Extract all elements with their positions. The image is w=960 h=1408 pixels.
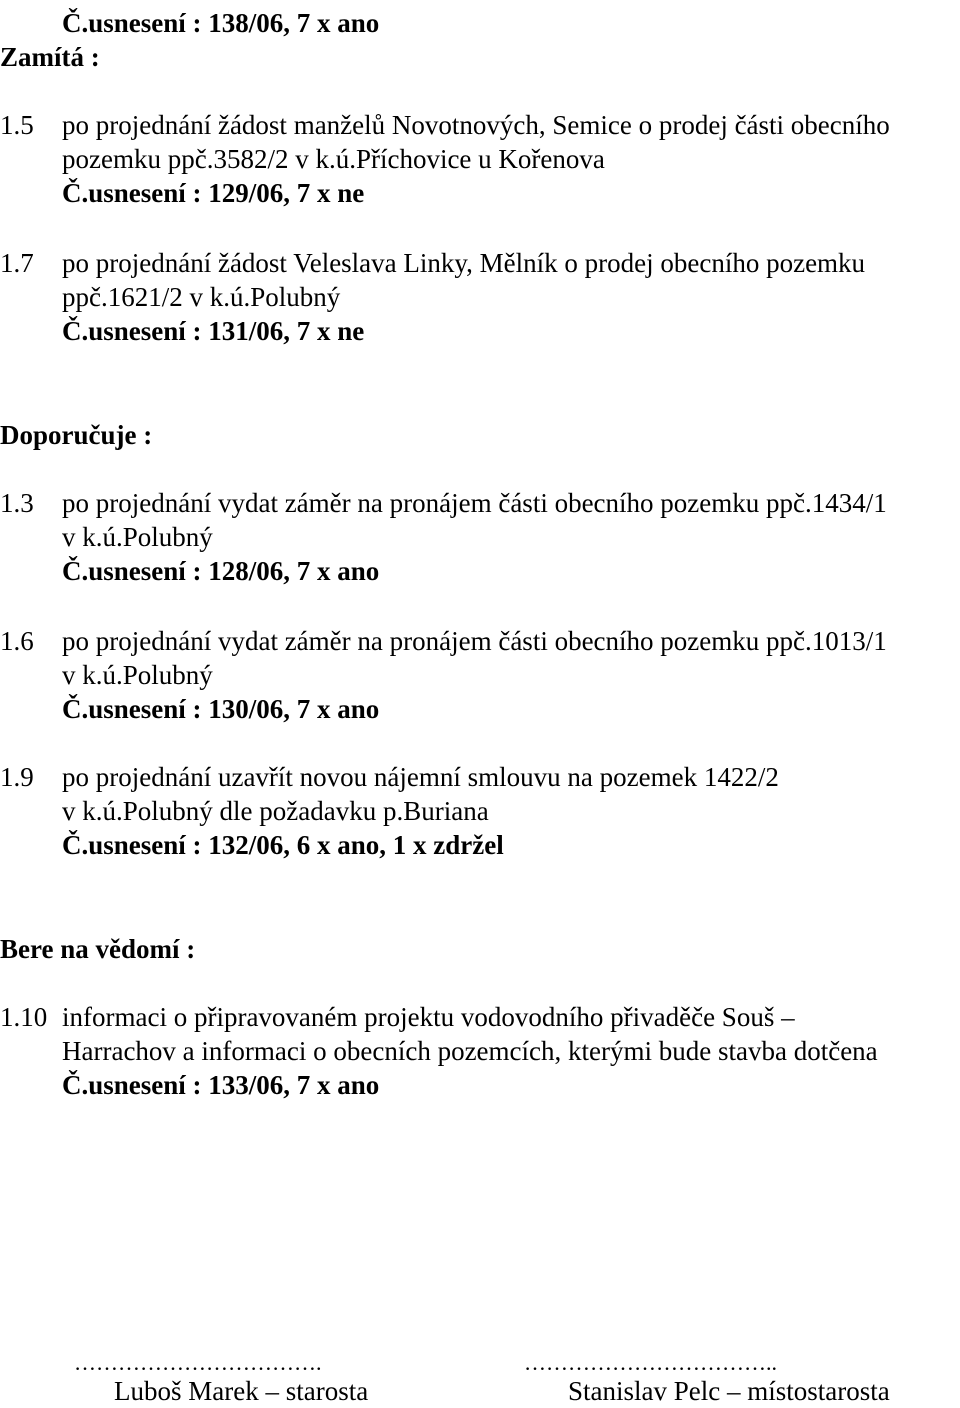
resolution-line: Č.usnesení : 129/06, 7 x ne: [62, 178, 365, 208]
item-text-line: v k.ú.Polubný dle požadavku p.Buriana: [62, 796, 489, 826]
item-number: 1.7: [0, 248, 34, 278]
item-number: 1.9: [0, 762, 34, 792]
item-text-line: po projednání vydat záměr na pronájem části obecního pozemku ppč.1013/1: [62, 626, 887, 656]
resolution-line: Č.usnesení : 130/06, 7 x ano: [62, 694, 380, 724]
signature-name: Stanislav Pelc – místostarosta: [568, 1376, 890, 1406]
signature-line: ……………………………..: [524, 1350, 777, 1375]
resolution-line: Č.usnesení : 132/06, 6 x ano, 1 x zdržel: [62, 830, 504, 860]
resolution-line: Č.usnesení : 128/06, 7 x ano: [62, 556, 380, 586]
item-text-line: ppč.1621/2 v k.ú.Polubný: [62, 282, 341, 312]
signature-name: Luboš Marek – starosta: [114, 1376, 369, 1406]
section-heading-recommends: Doporučuje :: [0, 420, 153, 450]
item-text-line: v k.ú.Polubný: [62, 660, 213, 690]
item-text-line: v k.ú.Polubný: [62, 522, 213, 552]
item-text-line: po projednání vydat záměr na pronájem části obecního pozemku ppč.1434/1: [62, 488, 887, 518]
item-text-line: po projednání žádost manželů Novotnových, Semice o prodej části obecního: [62, 110, 890, 140]
resolution-line: Č.usnesení : 131/06, 7 x ne: [62, 316, 365, 346]
resolution-line: Č.usnesení : 133/06, 7 x ano: [62, 1070, 380, 1100]
item-number: 1.3: [0, 488, 34, 518]
item-text-line: informaci o připravovaném projektu vodovodního přivaděče Souš –: [62, 1002, 795, 1032]
item-number: 1.10: [0, 1002, 48, 1032]
item-number: 1.5: [0, 110, 34, 140]
item-text-line: po projednání uzavřít novou nájemní smlouvu na pozemek 1422/2: [62, 762, 779, 792]
item-text-line: pozemku ppč.3582/2 v k.ú.Příchovice u Kořenova: [62, 144, 605, 174]
item-text-line: Harrachov a informaci o obecních pozemcích, kterými bude stavba dotčena: [62, 1036, 878, 1066]
resolution-line: Č.usnesení : 138/06, 7 x ano: [62, 8, 380, 38]
section-heading-acknowledges: Bere na vědomí :: [0, 934, 196, 964]
signature-line: …………………………….: [74, 1350, 322, 1375]
section-heading-rejects: Zamítá :: [0, 42, 100, 72]
item-number: 1.6: [0, 626, 34, 656]
item-text-line: po projednání žádost Veleslava Linky, Mělník o prodej obecního pozemku: [62, 248, 866, 278]
